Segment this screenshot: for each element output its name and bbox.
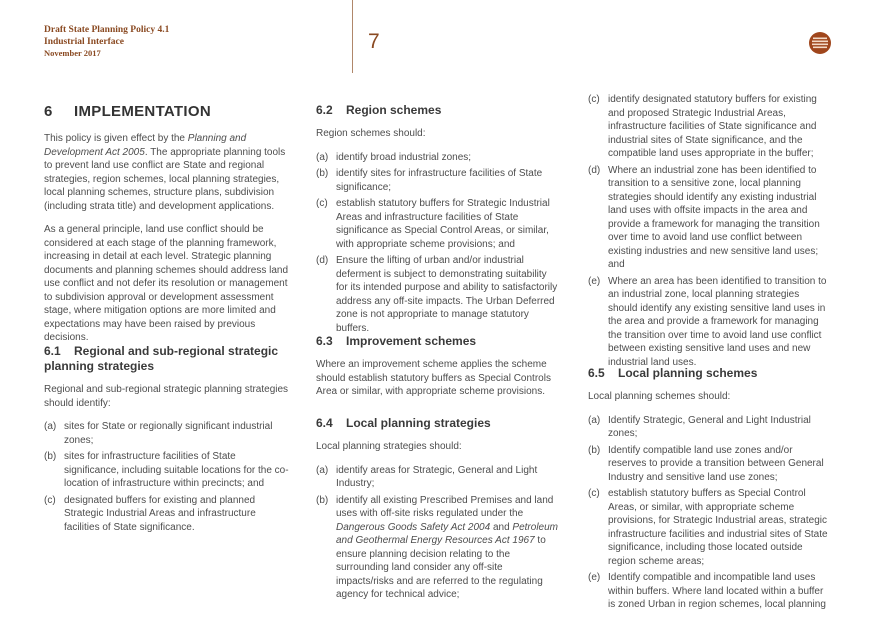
- section-6-5-heading: [588, 366, 831, 381]
- section-number: 6.1: [44, 343, 61, 358]
- section-number: 6: [44, 103, 53, 121]
- act-name: Dangerous Goods Safety Act 2004: [336, 521, 491, 533]
- section-6-2-heading: [316, 103, 561, 118]
- item-label: (a): [44, 421, 57, 432]
- item-label: (a): [316, 464, 329, 476]
- item-text: identify sites for infrastructure facilities of State significance;: [336, 168, 543, 193]
- list: [588, 414, 831, 612]
- list: [316, 464, 561, 602]
- section-6-4-body: [316, 430, 561, 602]
- item-label: (c): [316, 198, 328, 209]
- list-item: [588, 571, 831, 612]
- list-item: [588, 164, 831, 272]
- section-title: IMPLEMENTATION: [74, 103, 211, 121]
- item-text: Identify compatible land use zones and/or reserves to provide a transition between General Industry and sensitive land use zones;: [608, 444, 824, 483]
- item-text: Where an industrial zone has been identified to transition to a sensitive zone, local planning strategies should identify any existing industrial land uses with offsite impacts in the area and provide a framework for managing the transition over time to avoid land use conflict between existing industries and new sensitive land uses; and: [608, 164, 820, 270]
- act-name: Petroleum and Geothermal Energy Resources Act 1967: [336, 521, 558, 546]
- list: [316, 151, 561, 336]
- section-6-5-body: [588, 380, 831, 612]
- section-6-3-body: [316, 348, 561, 409]
- document-header: [44, 25, 169, 60]
- section-number: 6.3: [316, 333, 333, 348]
- item-label: (c): [588, 488, 600, 499]
- item-text: sites for infrastructure facilities of State significance, including suitable locations for the co- location of infrastructure within precincts; and: [64, 451, 289, 489]
- text-run: This policy is given effect by the: [44, 133, 188, 144]
- item-text: sites for State or regionally significant industrial zones;: [64, 421, 273, 446]
- list-item: [44, 450, 289, 491]
- item-text: identify broad industrial zones;: [336, 151, 472, 163]
- paragraph: [44, 132, 289, 213]
- list-item: [316, 254, 561, 335]
- list-item: [44, 420, 289, 447]
- document-date: November 2017: [44, 48, 101, 58]
- item-label: (a): [588, 414, 601, 426]
- intro-text: Regional and sub-regional strategic planning strategies should identify:: [44, 384, 289, 409]
- list-item: [44, 494, 289, 535]
- list: [44, 420, 289, 534]
- section-title: Improvement schemes: [346, 333, 477, 348]
- list-item: [588, 93, 831, 161]
- section-6-heading: [44, 103, 211, 120]
- list-item: [316, 197, 561, 251]
- page-number: 7: [368, 30, 380, 53]
- section-title: Local planning schemes: [618, 365, 758, 380]
- list-item: [316, 494, 561, 602]
- section-title: Local planning strategies: [346, 415, 491, 430]
- item-label: (b): [44, 451, 57, 462]
- item-label: (e): [588, 572, 601, 583]
- planning-logo-icon: [809, 32, 831, 54]
- section-number: 6.2: [316, 102, 333, 117]
- item-text: identify areas for Strategic, General and Light Industry;: [336, 464, 538, 489]
- section-6-1-body: [44, 373, 289, 534]
- section-6-body: [44, 122, 289, 355]
- paragraph: Where an improvement scheme applies the scheme should establish statutory buffers as Special Controls Area or similar, with appropriate scheme provisions.: [316, 359, 551, 397]
- item-text: Identify compatible and incompatible land uses within buffers. Where land located within a buffer is zoned Urban in region schemes, local planning: [608, 572, 826, 610]
- intro-text: Region schemes should:: [316, 128, 426, 139]
- header-divider: [352, 0, 353, 73]
- list-item: [316, 151, 561, 165]
- list-item: [316, 464, 561, 491]
- list-item: [316, 167, 561, 194]
- intro-text: Local planning schemes should:: [588, 391, 731, 402]
- item-text: to ensure planning decision relating to the surrounding land consider any off-site impacts/risks and are referred to the regulating agency for technical advice;: [336, 535, 546, 600]
- item-text: and: [490, 521, 513, 533]
- item-text: designated buffers for existing and planned Strategic Industrial Areas and infrastructure facilities of State significance.: [64, 494, 256, 533]
- section-number: 6.5: [588, 365, 605, 380]
- item-text: establish statutory buffers as Special Control Areas, or similar, with appropriate scheme provisions, for Strategic Industrial areas, strategic infrastructure facilities and industrial sites of State significance, including those located outside region scheme areas;: [608, 488, 828, 567]
- intro-text: Local planning strategies should:: [316, 441, 462, 452]
- item-text: establish statutory buffers for Strategic Industrial Areas and infrastructure facilities of State significance as Special Control Areas, or similar, with appropriate scheme provisions; and: [336, 198, 550, 250]
- section-6-4-heading: [316, 416, 561, 431]
- list-item: [588, 414, 831, 441]
- section-6-3-heading: [316, 334, 561, 349]
- item-label: (b): [316, 168, 329, 179]
- list-item: [588, 444, 831, 485]
- item-text: Identify Strategic, General and Light Industrial zones;: [608, 414, 811, 439]
- act-name: Planning and Development Act 2005: [44, 133, 247, 158]
- list-item: [588, 275, 831, 370]
- item-label: (d): [316, 255, 329, 266]
- item-text: identify all existing Prescribed Premises and land uses with off-site risks regulated under the: [336, 494, 554, 519]
- item-text: identify designated statutory buffers for existing and proposed Strategic Industrial Areas, infrastructure facilities of State significance and industrial sites of State significance, and the compatible land uses appropriate in the buffer;: [608, 94, 817, 159]
- section-6-1-heading: [44, 344, 304, 374]
- section-title: Regional and sub-regional strategic planning strategies: [44, 343, 279, 373]
- item-text: Where an area has been identified to transition to an industrial zone, local planning strategies should identify any existing sensitive land uses in the area and provide a framework for managing the transition over time to avoid land use conflict between existing sensitive land uses and new industrial land uses.: [608, 275, 827, 368]
- document-title: Draft State Planning Policy 4.1: [44, 25, 170, 35]
- item-label: (e): [588, 275, 601, 287]
- item-label: (c): [44, 494, 56, 506]
- item-label: (b): [588, 444, 601, 456]
- text-run: . The appropriate planning tools to prevent land use conflict are State and regional strategies, region schemes, local planning strategies, local planning schemes, structure plans, subdivision (including strata title) and development applications.: [44, 146, 286, 212]
- list-item: [588, 487, 831, 568]
- section-6-4-continued: [588, 93, 831, 369]
- item-label: (b): [316, 494, 329, 506]
- item-label: (c): [588, 94, 600, 105]
- item-label: (a): [316, 151, 329, 163]
- section-title: Region schemes: [346, 102, 442, 117]
- section-number: 6.4: [316, 415, 333, 430]
- section-6-2-body: [316, 117, 561, 335]
- document-subtitle: Industrial Interface: [44, 36, 124, 47]
- item-text: Ensure the lifting of urban and/or industrial deferment is subject to demonstrating suitability for its intended purpose and ability to satisfactorily address any off-site impacts. The Urban Deferred zone is not appropriate to manage statutory buffers.: [336, 255, 558, 334]
- paragraph: As a general principle, land use conflict should be considered at each stage of the planning framework, increasing in detail at each level. Strategic planning documents and planning schemes should address land use conflict and not defer its resolution or management to subdivision approval or development assessment stage, where mitigation options are more limited and expectations may have been raised by previous decisions.: [44, 224, 289, 343]
- item-label: (d): [588, 164, 601, 176]
